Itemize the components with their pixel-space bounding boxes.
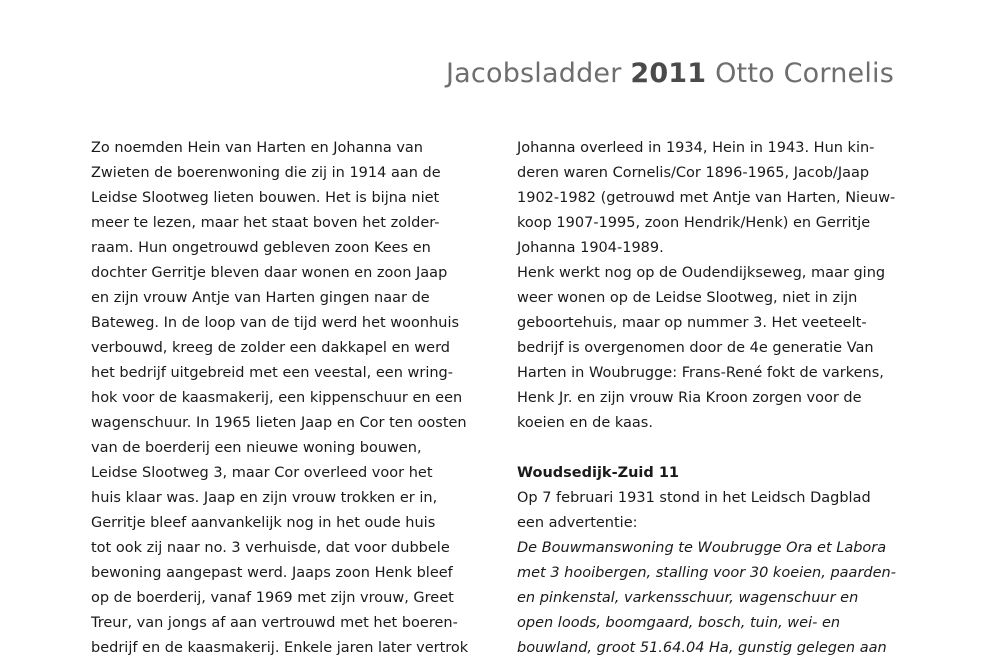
text-line: Leidse Slootweg lieten bouwen. Het is bijna niet (91, 190, 440, 206)
text-line: Treur, van jongs af aan vertrouwd met het boeren- (91, 615, 458, 631)
text-line: bouwland, groot 51.64.04 Ha, gunstig gelegen aan (517, 640, 887, 656)
text-line: koop 1907-1995, zoon Hendrik/Henk) en Gerritje (517, 215, 871, 231)
right-paragraph-2 (517, 486, 907, 536)
text-line: bewoning aangepast werd. Jaaps zoon Henk bleef (91, 565, 453, 581)
text-line: en zijn vrouw Antje van Harten gingen naar de (91, 290, 430, 306)
text-line: Zo noemden Hein van Harten en Johanna van (91, 140, 423, 156)
text-line: Henk Jr. en zijn vrouw Ria Kroon zorgen voor de (517, 390, 862, 406)
text-line: deren waren Cornelis/Cor 1896-1965, Jacob/Jaap (517, 165, 870, 181)
text-line: Op 7 februari 1931 stond in het Leidsch Dagblad (517, 490, 871, 506)
text-line: Zwieten de boerenwoning die zij in 1914 aan de (91, 165, 441, 181)
right-column (517, 136, 907, 661)
text-line: koeien en de kaas. (517, 415, 653, 431)
text-line: het bedrijf uitgebreid met een veestal, een wring- (91, 365, 453, 381)
text-line: tot ook zij naar no. 3 verhuisde, dat voor dubbele (91, 540, 450, 556)
text-line: met 3 hooibergen, stalling voor 30 koeien, paarden- (517, 565, 896, 581)
text-line: 1902-1982 (getrouwd met Antje van Harten, Nieuw- (517, 190, 896, 206)
header-title: Jacobsladder (446, 58, 622, 89)
text-line: raam. Hun ongetrouwd gebleven zoon Kees en (91, 240, 431, 256)
text-line: meer te lezen, maar het staat boven het zolder- (91, 215, 440, 231)
text-line: van de boerderij een nieuwe woning bouwen, (91, 440, 422, 456)
text-line: bedrijf en de kaasmakerij. Enkele jaren later vertrok (91, 640, 469, 656)
text-line: wagenschuur. In 1965 lieten Jaap en Cor ten oosten (91, 415, 467, 431)
paragraph-spacer (517, 436, 907, 461)
text-line: open loods, boomgaard, bosch, tuin, wei- en (517, 615, 841, 631)
text-line: hok voor de kaasmakerij, een kippenschuur en een (91, 390, 463, 406)
section-heading: Woudsedijk-Zuid 11 (517, 465, 679, 481)
text-line: Johanna overleed in 1934, Hein in 1943. Hun kin- (517, 140, 875, 156)
text-line: op de boerderij, vanaf 1969 met zijn vrouw, Greet (91, 590, 454, 606)
text-line: De Bouwmanswoning te Woubrugge Ora et Labora (517, 540, 887, 556)
text-line: een advertentie: (517, 515, 638, 531)
header-year: 2011 (630, 58, 707, 89)
text-line: Henk werkt nog op de Oudendijkseweg, maar ging (517, 265, 886, 281)
text-line: Gerritje bleef aanvankelijk nog in het oude huis (91, 515, 436, 531)
header-author: Otto Cornelis (715, 58, 894, 89)
text-line: en pinkenstal, varkensschuur, wagenschuur en (517, 590, 859, 606)
text-line: Bateweg. In de loop van de tijd werd het woonhuis (91, 315, 460, 331)
page-header (446, 58, 894, 89)
text-line: Johanna 1904-1989. (517, 240, 664, 256)
text-line: huis klaar was. Jaap en zijn vrouw trokken er in, (91, 490, 438, 506)
text-line: bedrijf is overgenomen door de 4e generatie Van (517, 340, 874, 356)
text-line: Leidse Slootweg 3, maar Cor overleed voor het (91, 465, 433, 481)
advertisement-quote (517, 536, 907, 661)
text-line: Harten in Woubrugge: Frans-René fokt de varkens, (517, 365, 884, 381)
text-line: weer wonen op de Leidse Slootweg, niet in zijn (517, 290, 858, 306)
text-line: verbouwd, kreeg de zolder een dakkapel en werd (91, 340, 450, 356)
left-column (91, 136, 481, 661)
text-line: dochter Gerritje bleven daar wonen en zoon Jaap (91, 265, 448, 281)
text-line: geboortehuis, maar op nummer 3. Het veeteelt- (517, 315, 867, 331)
right-paragraph-1 (517, 136, 907, 436)
